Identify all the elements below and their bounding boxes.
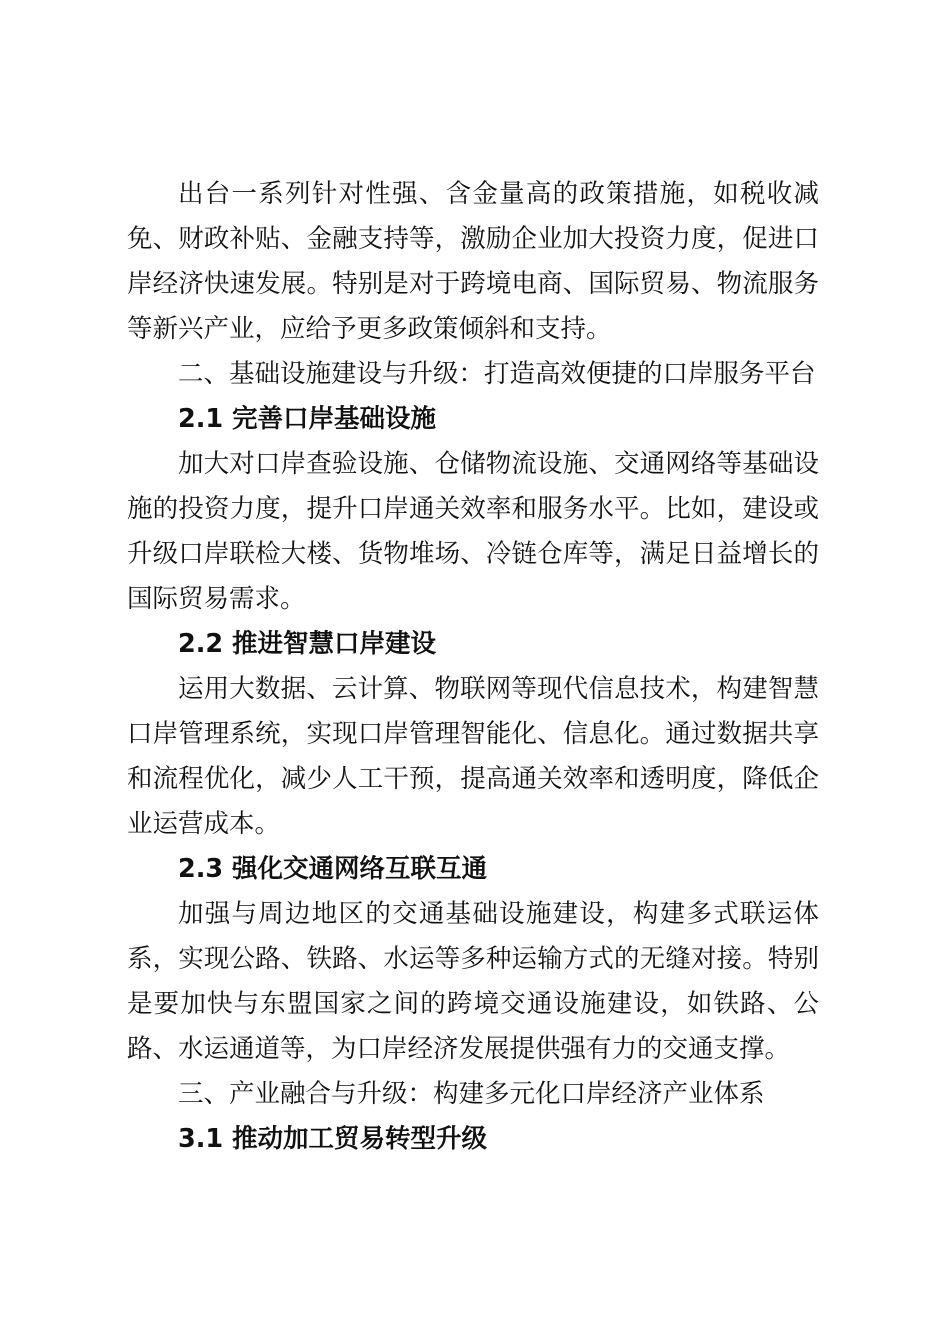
heading-2-3: 2.3 强化交通网络互联互通 [178,854,488,884]
document-body [127,172,819,1162]
paragraph-transport-network: 加强与周边地区的交通基础设施建设，构建多式联运体系，实现公路、铁路、水运等多种运输方式的无缝对接。特别是要加快与东盟国家之间的跨境交通设施建设，如铁路、公路、水运通道等，为口岸经济发展提供强有力的交通支撑。 [127,899,819,1064]
heading-2-2: 2.2 推进智慧口岸建设 [178,629,437,659]
section-title-industry: 三、产业融合与升级：构建多元化口岸经济产业体系 [178,1079,765,1109]
heading-2-1: 2.1 完善口岸基础设施 [178,404,437,434]
section-title-infrastructure: 二、基础设施建设与升级：打造高效便捷的口岸服务平台 [178,359,816,389]
paragraph-smart-port: 运用大数据、云计算、物联网等现代信息技术，构建智慧口岸管理系统，实现口岸管理智能化、信息化。通过数据共享和流程优化，减少人工干预，提高通关效率和透明度，降低企业运营成本。 [127,674,819,839]
paragraph-policy-measures: 出台一系列针对性强、含金量高的政策措施，如税收减免、财政补贴、金融支持等，激励企业加大投资力度，促进口岸经济快速发展。特别是对于跨境电商、国际贸易、物流服务等新兴产业，应给予更多政策倾斜和支持。 [127,179,819,344]
heading-3-1: 3.1 推动加工贸易转型升级 [178,1124,488,1154]
paragraph-port-facilities: 加大对口岸查验设施、仓储物流设施、交通网络等基础设施的投资力度，提升口岸通关效率和服务水平。比如，建设或升级口岸联检大楼、货物堆场、冷链仓库等，满足日益增长的国际贸易需求。 [127,449,819,614]
